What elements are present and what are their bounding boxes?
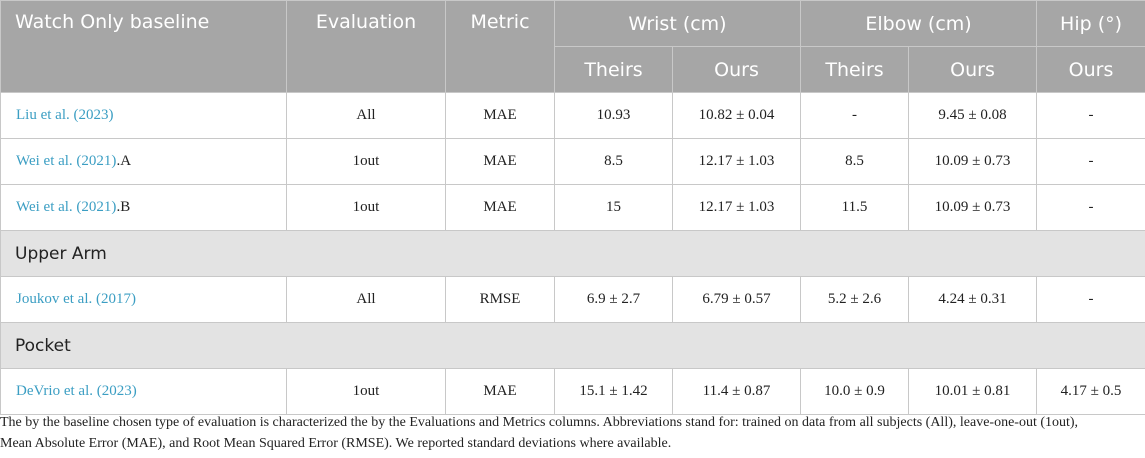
reference-suffix: .B — [116, 199, 131, 215]
reference-cell[interactable] — [1, 369, 287, 415]
table-row — [1, 185, 1145, 231]
elbow-theirs-cell: 10.0 ± 0.9 — [801, 369, 909, 415]
evaluation-cell: All — [287, 277, 446, 323]
table-row — [1, 369, 1145, 415]
reference-link[interactable]: DeVrio et al. (2023) — [16, 383, 137, 399]
wrist-ours-cell: 10.82 ± 0.04 — [673, 93, 801, 139]
reference-link[interactable]: Joukov et al. (2017) — [16, 291, 136, 307]
wrist-theirs-cell: 10.93 — [555, 93, 673, 139]
col-header-hip-ours: Ours — [1037, 47, 1145, 93]
reference-cell[interactable] — [1, 139, 287, 185]
col-header-wrist-ours: Ours — [673, 47, 801, 93]
elbow-ours-cell: 9.45 ± 0.08 — [909, 93, 1037, 139]
section-title: Upper Arm — [1, 231, 1145, 277]
wrist-ours-cell: 12.17 ± 1.03 — [673, 139, 801, 185]
wrist-ours-cell: 6.79 ± 0.57 — [673, 277, 801, 323]
col-header-baseline: Watch Only baseline — [1, 1, 287, 93]
elbow-ours-cell: 10.01 ± 0.81 — [909, 369, 1037, 415]
col-header-elbow-ours: Ours — [909, 47, 1037, 93]
col-header-metric: Metric — [446, 1, 555, 93]
section-row-upper-arm — [1, 231, 1145, 277]
elbow-theirs-cell: 8.5 — [801, 139, 909, 185]
table-row — [1, 139, 1145, 185]
col-header-evaluation: Evaluation — [287, 1, 446, 93]
metric-cell: RMSE — [446, 277, 555, 323]
elbow-theirs-cell: - — [801, 93, 909, 139]
metric-cell: MAE — [446, 93, 555, 139]
reference-suffix: .A — [116, 153, 132, 169]
hip-ours-cell: - — [1037, 185, 1145, 231]
metric-cell: MAE — [446, 185, 555, 231]
col-group-elbow: Elbow (cm) — [801, 1, 1037, 47]
wrist-theirs-cell: 15.1 ± 1.42 — [555, 369, 673, 415]
hip-ours-cell: - — [1037, 139, 1145, 185]
reference-cell[interactable] — [1, 277, 287, 323]
col-header-wrist-theirs: Theirs — [555, 47, 673, 93]
elbow-ours-cell: 10.09 ± 0.73 — [909, 185, 1037, 231]
elbow-theirs-cell: 11.5 — [801, 185, 909, 231]
footnote-line: Mean Absolute Error (MAE), and Root Mean Squared Error (RMSE). We reported standard deviations where available. — [0, 436, 672, 451]
col-group-wrist: Wrist (cm) — [555, 1, 801, 47]
wrist-theirs-cell: 6.9 ± 2.7 — [555, 277, 673, 323]
evaluation-cell: 1out — [287, 369, 446, 415]
hip-ours-cell: - — [1037, 277, 1145, 323]
metric-cell: MAE — [446, 139, 555, 185]
footnote-line: The by the baseline chosen type of evaluation is characterized the by the Evaluations and Metrics columns. Abbreviations stand for: trained on data from all subjects (All), leave-one-out (1out), — [0, 415, 1079, 430]
evaluation-cell: 1out — [287, 139, 446, 185]
table-footnote — [0, 412, 1140, 454]
table-row — [1, 277, 1145, 323]
reference-link[interactable]: Wei et al. (2021) — [16, 199, 117, 215]
section-title: Pocket — [1, 323, 1145, 369]
table-row — [1, 93, 1145, 139]
wrist-ours-cell: 12.17 ± 1.03 — [673, 185, 801, 231]
reference-link[interactable]: Wei et al. (2021) — [16, 153, 117, 169]
reference-link[interactable]: Liu et al. (2023) — [16, 107, 114, 123]
col-header-elbow-theirs: Theirs — [801, 47, 909, 93]
reference-cell[interactable] — [1, 93, 287, 139]
header-row-1 — [1, 1, 1145, 47]
reference-cell[interactable] — [1, 185, 287, 231]
hip-ours-cell: - — [1037, 93, 1145, 139]
elbow-ours-cell: 10.09 ± 0.73 — [909, 139, 1037, 185]
col-group-hip: Hip (°) — [1037, 1, 1145, 47]
wrist-ours-cell: 11.4 ± 0.87 — [673, 369, 801, 415]
metric-cell: MAE — [446, 369, 555, 415]
evaluation-cell: All — [287, 93, 446, 139]
hip-ours-cell: 4.17 ± 0.5 — [1037, 369, 1145, 415]
elbow-ours-cell: 4.24 ± 0.31 — [909, 277, 1037, 323]
elbow-theirs-cell: 5.2 ± 2.6 — [801, 277, 909, 323]
section-row-pocket — [1, 323, 1145, 369]
wrist-theirs-cell: 15 — [555, 185, 673, 231]
evaluation-cell: 1out — [287, 185, 446, 231]
wrist-theirs-cell: 8.5 — [555, 139, 673, 185]
